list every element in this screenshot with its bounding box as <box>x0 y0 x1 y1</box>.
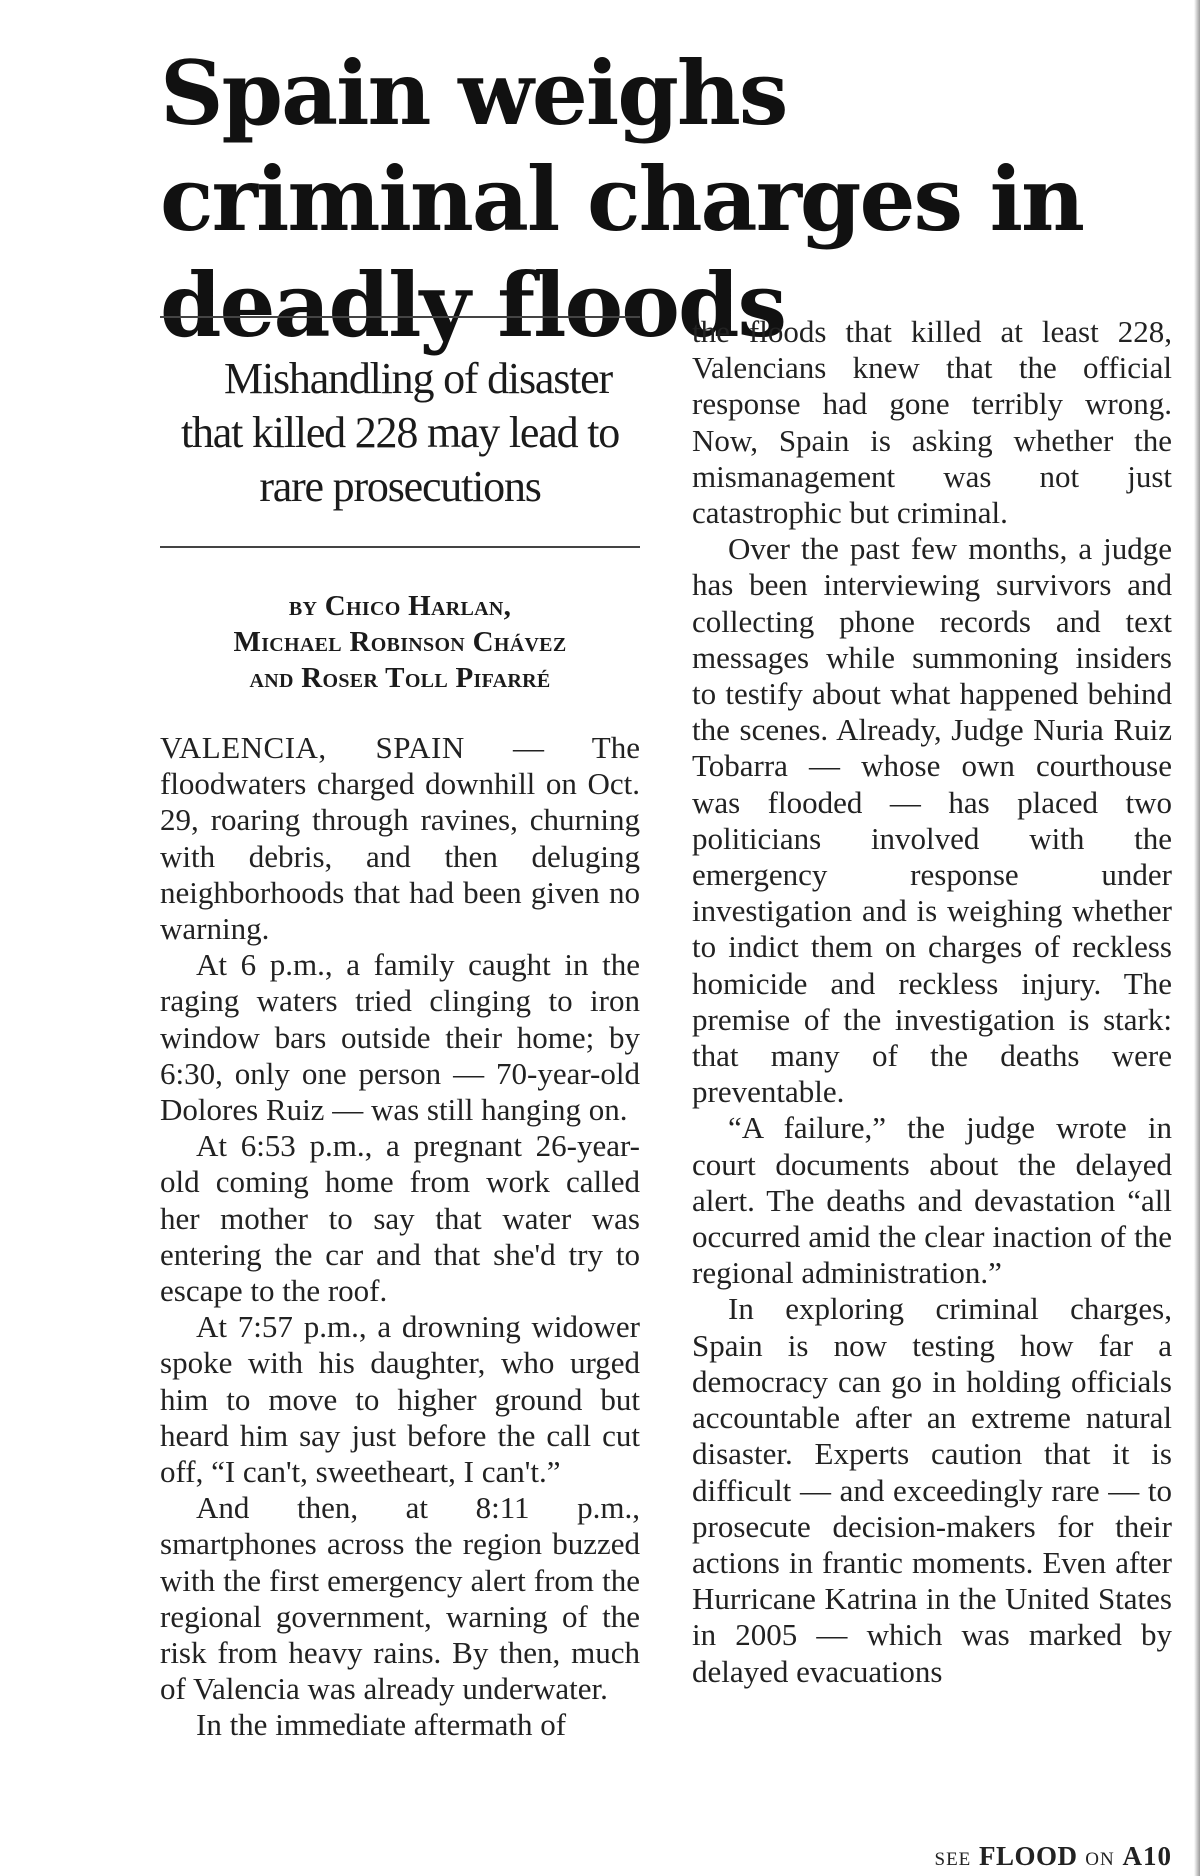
deck: Mishandling of disaster that killed 228 may lead to rare prosecutions <box>180 354 620 511</box>
dateline: VALENCIA, SPAIN <box>160 730 465 765</box>
deck-bottom-rule <box>160 546 640 548</box>
body-paragraph: At 7:57 p.m., a drowning widower spoke with his daughter, who urged him to move to higher ground but heard him say just before the call cut off, “I can't, sweetheart, I can't.” <box>160 1309 640 1490</box>
jump-line <box>692 1840 1172 1872</box>
byline-author: Michael Robinson Chávez <box>233 626 567 658</box>
byline-author: and Roser Toll Pifarré <box>249 662 551 694</box>
body-paragraph: In exploring criminal charges, Spain is now testing how far a democracy can go in holding officials accountable after an extreme natural disaster. Experts caution that it is difficult — and exceedingly rare — to prosecute decision-makers for their actions in frantic moments. Even after Hurricane Katrina in the United States in 2005 — which was marked by delayed evacuations <box>692 1291 1172 1689</box>
body-paragraph: “A failure,” the judge wrote in court documents about the delayed alert. The deaths and devastation “all occurred amid the clear inaction of the regional administration.” <box>692 1110 1172 1291</box>
page-edge <box>1194 0 1200 1876</box>
left-column <box>160 316 640 1744</box>
jump-on: on <box>1085 1841 1115 1871</box>
body-paragraph: Over the past few months, a judge has been interviewing survivors and collecting phone records and text messages while summoning insiders to testify about what happened behind the scenes. Already, Judge Nuria Ruiz Tobarra — whose own courthouse was flooded — has placed two politicians involved with the emergency response under investigation and is weighing whether to indict them on charges of reckless homicide and reckless injury. The premise of the investigation is stark: that many of the deaths were preventable. <box>692 531 1172 1110</box>
body-paragraph: At 6:53 p.m., a pregnant 26-year-old coming home from work called her mother to say that water was entering the car and that she'd try to escape to the roof. <box>160 1128 640 1309</box>
body-paragraph-continued: the floods that killed at least 228, Valencians knew that the official response had gone terribly wrong. Now, Spain is asking whether the mismanagement was not just catastrophic but criminal. <box>692 314 1172 531</box>
body-paragraph: At 6 p.m., a family caught in the raging waters tried clinging to iron window bars outside their home; by 6:30, only one person — 70-year-old Dolores Ruiz — was still hanging on. <box>160 947 640 1128</box>
right-column <box>692 314 1172 1690</box>
lead-text: — The floodwaters charged downhill on Oct. 29, roaring through ravines, churning with debris, and then deluging neighborhoods that had been given no warning. <box>160 730 640 947</box>
jump-page: A10 <box>1122 1841 1172 1871</box>
jump-see: see <box>934 1841 972 1871</box>
body-paragraph: In the immediate aftermath of <box>196 1707 567 1743</box>
jump-keyword: FLOOD <box>979 1841 1078 1871</box>
headline: Spain weighs criminal charges in deadly floods <box>160 41 1084 357</box>
byline-author: by Chico Harlan, <box>288 590 512 622</box>
body-paragraph <box>160 730 640 947</box>
body-paragraph: And then, at 8:11 p.m., smartphones across the region buzzed with the first emergency alert from the regional government, warning of the risk from heavy rains. By then, much of Valencia was already underwater. <box>160 1490 640 1707</box>
byline <box>160 588 640 696</box>
